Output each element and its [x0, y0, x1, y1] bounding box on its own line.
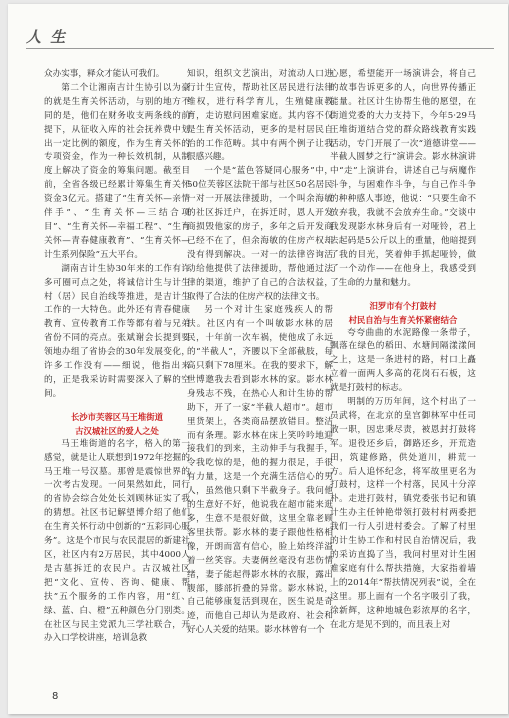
paragraph: 心愿，希望能开一场演讲会，将自己的故事告诉更多的人，向世界传播正能量。社区计生协帮生他的愿望，在街道党委的大力支持下，今年5·29马王堆街道结合党的群众路线教育实践活动，专门开展了一次“道德讲堂——半截人圆梦之行”演讲会。影水林演讲中“走”上演讲台，讲述自己与病魔作斗争，与困难作斗争，与自己作斗争的种种感人事迹，他说：“只要生命不放弃我，我就不会放弃生命。”交谈中我发现影水林身后有一对哑铃，君上去起码是5公斤以上的重量，他暗提到了我的目光，笑着伸手抓起哑铃，做了一个动作——在他身上，我感受到了生命的力量和魅力。 [330, 69, 476, 288]
paragraph: 知识，组织文艺演出，对流动人口进行计生宣传，帮助社区居民进行法律维权，进行科学育儿，生殖健康教育，走访慰问困难家庭。其内容不仅是生育关怀活动，更多的是村居民自治的工作范畴。其中有两个例子让我很感兴趣。 [187, 69, 333, 163]
section-heading: 汨罗市有个打鼓村 [369, 300, 437, 311]
section-subheading: 村民自治与生育关怀紧密结合 [348, 314, 458, 325]
paragraph: 马王堆街道的名字，格入的第一感觉，就是让人联想到1972年挖掘的马王堆一号汉墓。那曾是震惊世界的一次考古发现。一问果然如此，同行的省协会综合处处长刘顾林证实了我的猜想。社区书记解望博介绍了他们在生育关怀行动中创新的“五彩同心服务”。这是个市民与农民混居的新建社区，社区内有2万居民，其中4000人是古墓拆迁的农民户。古汉城社区把“文化、宣传、咨询、健康、帮扶”五个服务的工作内容，用“红、绿、蓝、白、橙”五种颜色分门别类。在社区与民主党派九三学社联合，开办入口学校讲座，培训急救 [44, 438, 190, 644]
section-subheading: 古汉城社区的爱人之处 [75, 425, 159, 436]
header-title: 人 生 [26, 28, 68, 46]
page-number: 8 [52, 691, 59, 702]
paragraph: 第二个让湘南吉计生协引以为豪的就是生育关怀活动，与别的地方不同的是，他们在财务收支两条线的前提下，从征收入库的社会抚养费中划出一定比例的额度，作为生育关怀的专项资金，作为一种长效机制，从制度上解决了资金的筹集问题。截至目前，全省各级已经累计筹集生育关怀资金3亿元。搭建了“生育关怀—亲情伴手”、“生育关怀—三结合项目”、“生育关怀—幸福工程”、“生育关怀—青春健康教育”、“生育关怀—计生系列保险”五大平台。 [44, 82, 190, 260]
paragraph: 夸夸曲曲的水泥路像一条带子，飘落在绿色的稻田、水塘间隔漾漾间之上，这是一条进村的路，村口上矗立着一面两人多高的花岗石石板，这就是打鼓村的标志。 [330, 327, 476, 394]
paragraph: 一个是“蓝色答疑同心服务”中，50位芙蓉区法院干部与社区50名居民一对一开展法律援助，一个叫余海敏的社区拆迁户，在拆迁时，恩人开发商损毁他家的房子，多年之后开发商已经不在了，但余海敏的住房产权却没有得到解决。一对一的法律咨询活动给他提供了法律援助，帮他通过法律的渠道，维护了自己的合法权益，取得了合法的住房产权的法律文书。 [187, 166, 333, 302]
paragraph: 明制的万历年间，这个村出了一员武将，在北京的皇宫御林军中任司散一职，因忠秉尽责，被恩封打鼓将军。退役还乡后，御路还乡，开荒造田，筑建修路，供处道川，耕荒一方。后人追怀纪念，将军故里更名为打鼓村，这样一个村落，民风十分淳朴。走进打鼓村，镇党委张书记和镇计生办主任钟艳带领打鼓村村两委把我们一行人引进村委会。了解了村里的计生协工作和村民自治情况后，我的采访直捣了当，我问村里对计生困难家庭有什么帮扶措施，大家指着墙上的2014年“帮扶情况列表”说，全在这里。那上面有一个名字吸引了我，徐新辉，这种地城色彩浓厚的名字，在北方是见不到的，而且表上对 [330, 397, 476, 630]
paragraph: 众办实事，释众才能认可我们。 [44, 69, 165, 79]
column-3 [330, 68, 476, 632]
section-spacer [330, 291, 476, 299]
column-1 [44, 68, 190, 646]
paragraph: 另一个对计生家庭残疾人的帮扶。社区内有一个叫敏影水林的居民，十年前一次车祸，使他成了永远的“半截人”，齐腰以下全部截肢，每高只剩下78厘米。在我的要求下，解世博邀我去看到影水林的家。影水林身残志不残，在热心人和计生协的帮助下，开了一家“半截人超市”。超市里货架上，各类商品摆放错目。整洁而有条理。影水林在床上笑吟吟地迎接我们的到来，主动伸手与我握手，令我吃惊的是，他的握力很足，手很有力量，这是一个充满生活信心的男人，虽然他只剩下半截身子。我问他的生意好不好，他说我在超市能来逛多，生意不是很好做，这里全靠老顾客里扶帮。影水林的妻子跟他性格相像，开朗而富有信心，脸上始终洋溢着一丝笑容。夫妻俩丝毫没有悲伤情绪，妻子能起得影水林的衣服，露出腹部，膝部折叠的异常。影水林说，自己能够康复活到现在，医生说是奇迹，而他自己却认为是政府、社会和好心人关爱的结果。影水林曾有一个 [187, 305, 333, 636]
document-page [8, 4, 508, 714]
header-divider [26, 48, 494, 49]
paragraph: 湖南吉计生协30年来的工作有许多可圈可点之处，将诚信计生与计生村（居）民自治线等推进，是吉计生工作的一大特色。此外还有青春健康教育、宣传教育工作等都有着与兄弟省份不同的亮点。张斌谢会长提到要领地办组了省协会的30年发展变化，许多工作没有——细说，他指出来的，正是我采访时需要深入了解的空间。 [44, 263, 190, 399]
column-2 [187, 68, 333, 638]
section-spacer [44, 402, 190, 410]
section-heading: 长沙市芙蓉区马王堆街道 [70, 411, 164, 422]
